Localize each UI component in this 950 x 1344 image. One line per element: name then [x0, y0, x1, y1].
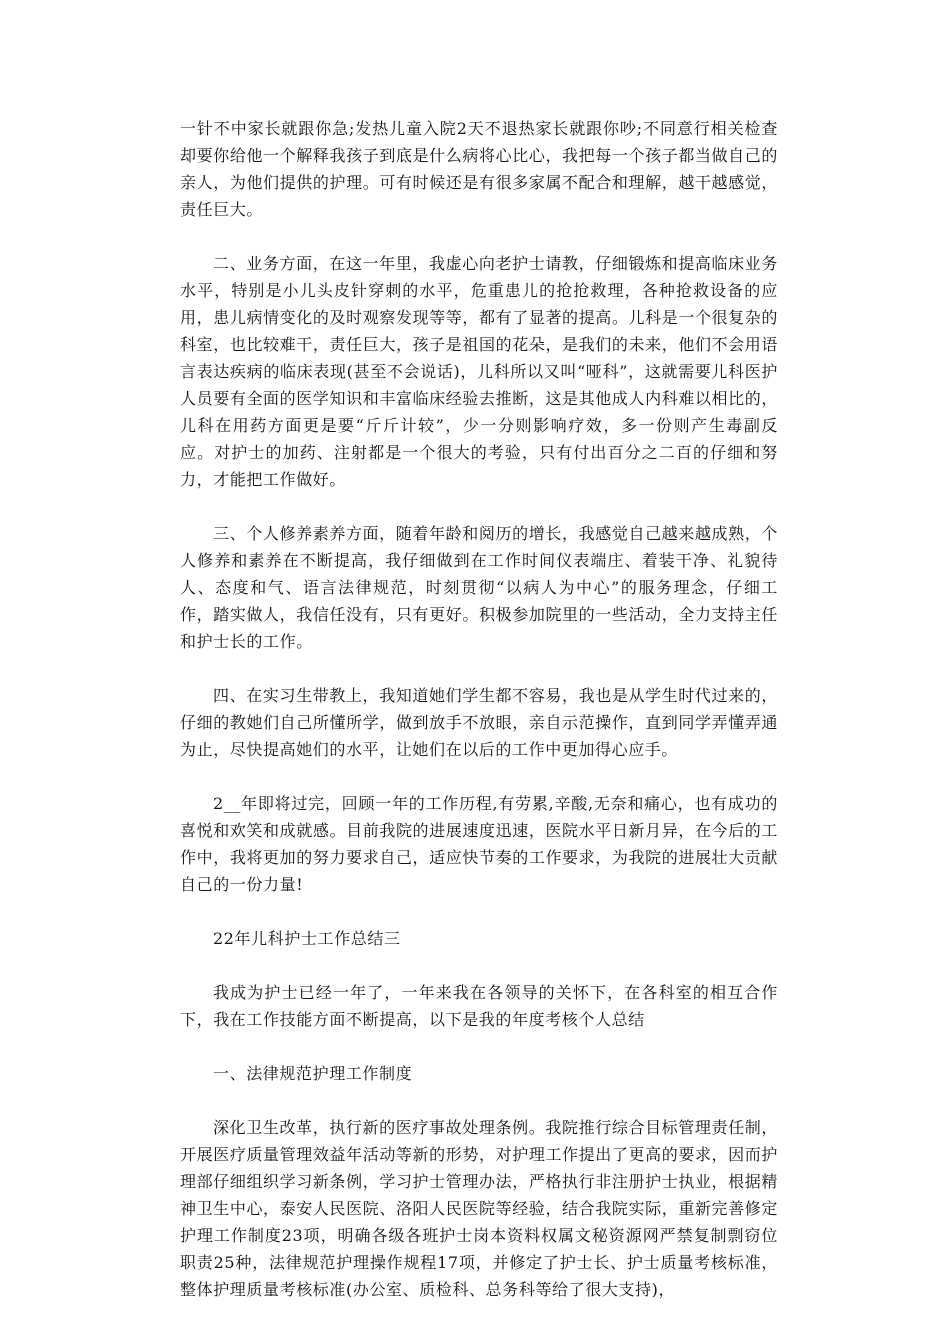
- paragraph-year-review: 2__年即将过完，回顾一年的工作历程,有劳累,辛酸,无奈和痛心，也有成功的喜悦和欢笑和成就感。目前我院的进展速度迅速，医院水平日新月异，在今后的工作中，我将更加的努力要求自己，适应快节奏的工作要求，为我院的进展壮大贡献自己的一份力量!: [180, 794, 778, 894]
- section-title-summary-three: 22年儿科护士工作总结三: [213, 929, 401, 948]
- document-body: [180, 115, 778, 1330]
- paragraph-intern-teaching: 四、在实习生带教上，我知道她们学生都不容易，我也是从学生时代过来的，仔细的教她们自己所懂所学，做到放手不放眼，亲自示范操作，直到同学弄懂弄通为止，尽快提高她们的水平，让她们在以后的工作中更加得心应手。: [180, 686, 778, 759]
- heading-legal-norms: 一、法律规范护理工作制度: [213, 1064, 413, 1083]
- paragraph-intro-summary-three: 我成为护士已经一年了，一年来我在各领导的关怀下，在各科室的相互合作下，我在工作技能方面不断提高，以下是我的年度考核个人总结: [180, 983, 778, 1029]
- paragraph-health-reform: 深化卫生改革，执行新的医疗事故处理条例。我院推行综合目标管理责任制，开展医疗质量管理效益年活动等新的形势，对护理工作提出了更高的要求，因而护理部仔细组织学习新条例，学习护士管理办法，严格执行非注册护士执业，根据精神卫生中心，泰安人民医院、洛阳人民医院等经验，结合我院实际，重新完善修定护理工作制度23项，明确各级各班护士岗本资料权属文秘资源网严禁复制剽窃位职责25种，法律规范护理操作规程17项，并修定了护士长、护士质量考核标准，整体护理质量考核标准(办公室、质检科、总务科等给了很大支持)，: [180, 1118, 778, 1299]
- paragraph-personal-cultivation: 三、个人修养素养方面，随着年龄和阅历的增长，我感觉自己越来越成熟，个人修养和素养在不断提高，我仔细做到在工作时间仪表端庄、着装干净、礼貌待人、态度和气、语言法律规范，时刻贯彻“以病人为中心”的服务理念，仔细工作，踏实做人，我信任没有，只有更好。积极参加院里的一些活动，全力支持主任和护士长的工作。: [180, 524, 778, 651]
- paragraph-business-aspect: 二、业务方面，在这一年里，我虚心向老护士请教，仔细锻炼和提高临床业务水平，特别是小儿头皮针穿刺的水平，危重患儿的抢抢救理，各种抢救设备的应用，患儿病情变化的及时观察发现等等，都有了显著的提高。儿科是一个很复杂的科室，也比较难干，责任巨大，孩子是祖国的花朵，是我们的未来，他们不会用语言表达疾病的临床表现(甚至不会说话)，儿科所以又叫“哑科”，这就需要儿科医护人员要有全面的医学知识和丰富临床经验去推断，这是其他成人内科难以相比的，儿科在用药方面更是要“斤斤计较”，少一分则影响疗效，多一份则产生毒副反应。对护士的加药、注射都是一个很大的考验，只有付出百分之二百的仔细和努力，才能把工作做好。: [180, 254, 778, 489]
- paragraph-continuation: 一针不中家长就跟你急;发热儿童入院2天不退热家长就跟你吵;不同意行相关检查却要你给他一个解释我孩子到底是什么病将心比心，我把每一个孩子都当做自己的亲人，为他们提供的护理。可有时候还是有很多家属不配合和理解，越干越感觉，责任巨大。: [180, 119, 778, 219]
